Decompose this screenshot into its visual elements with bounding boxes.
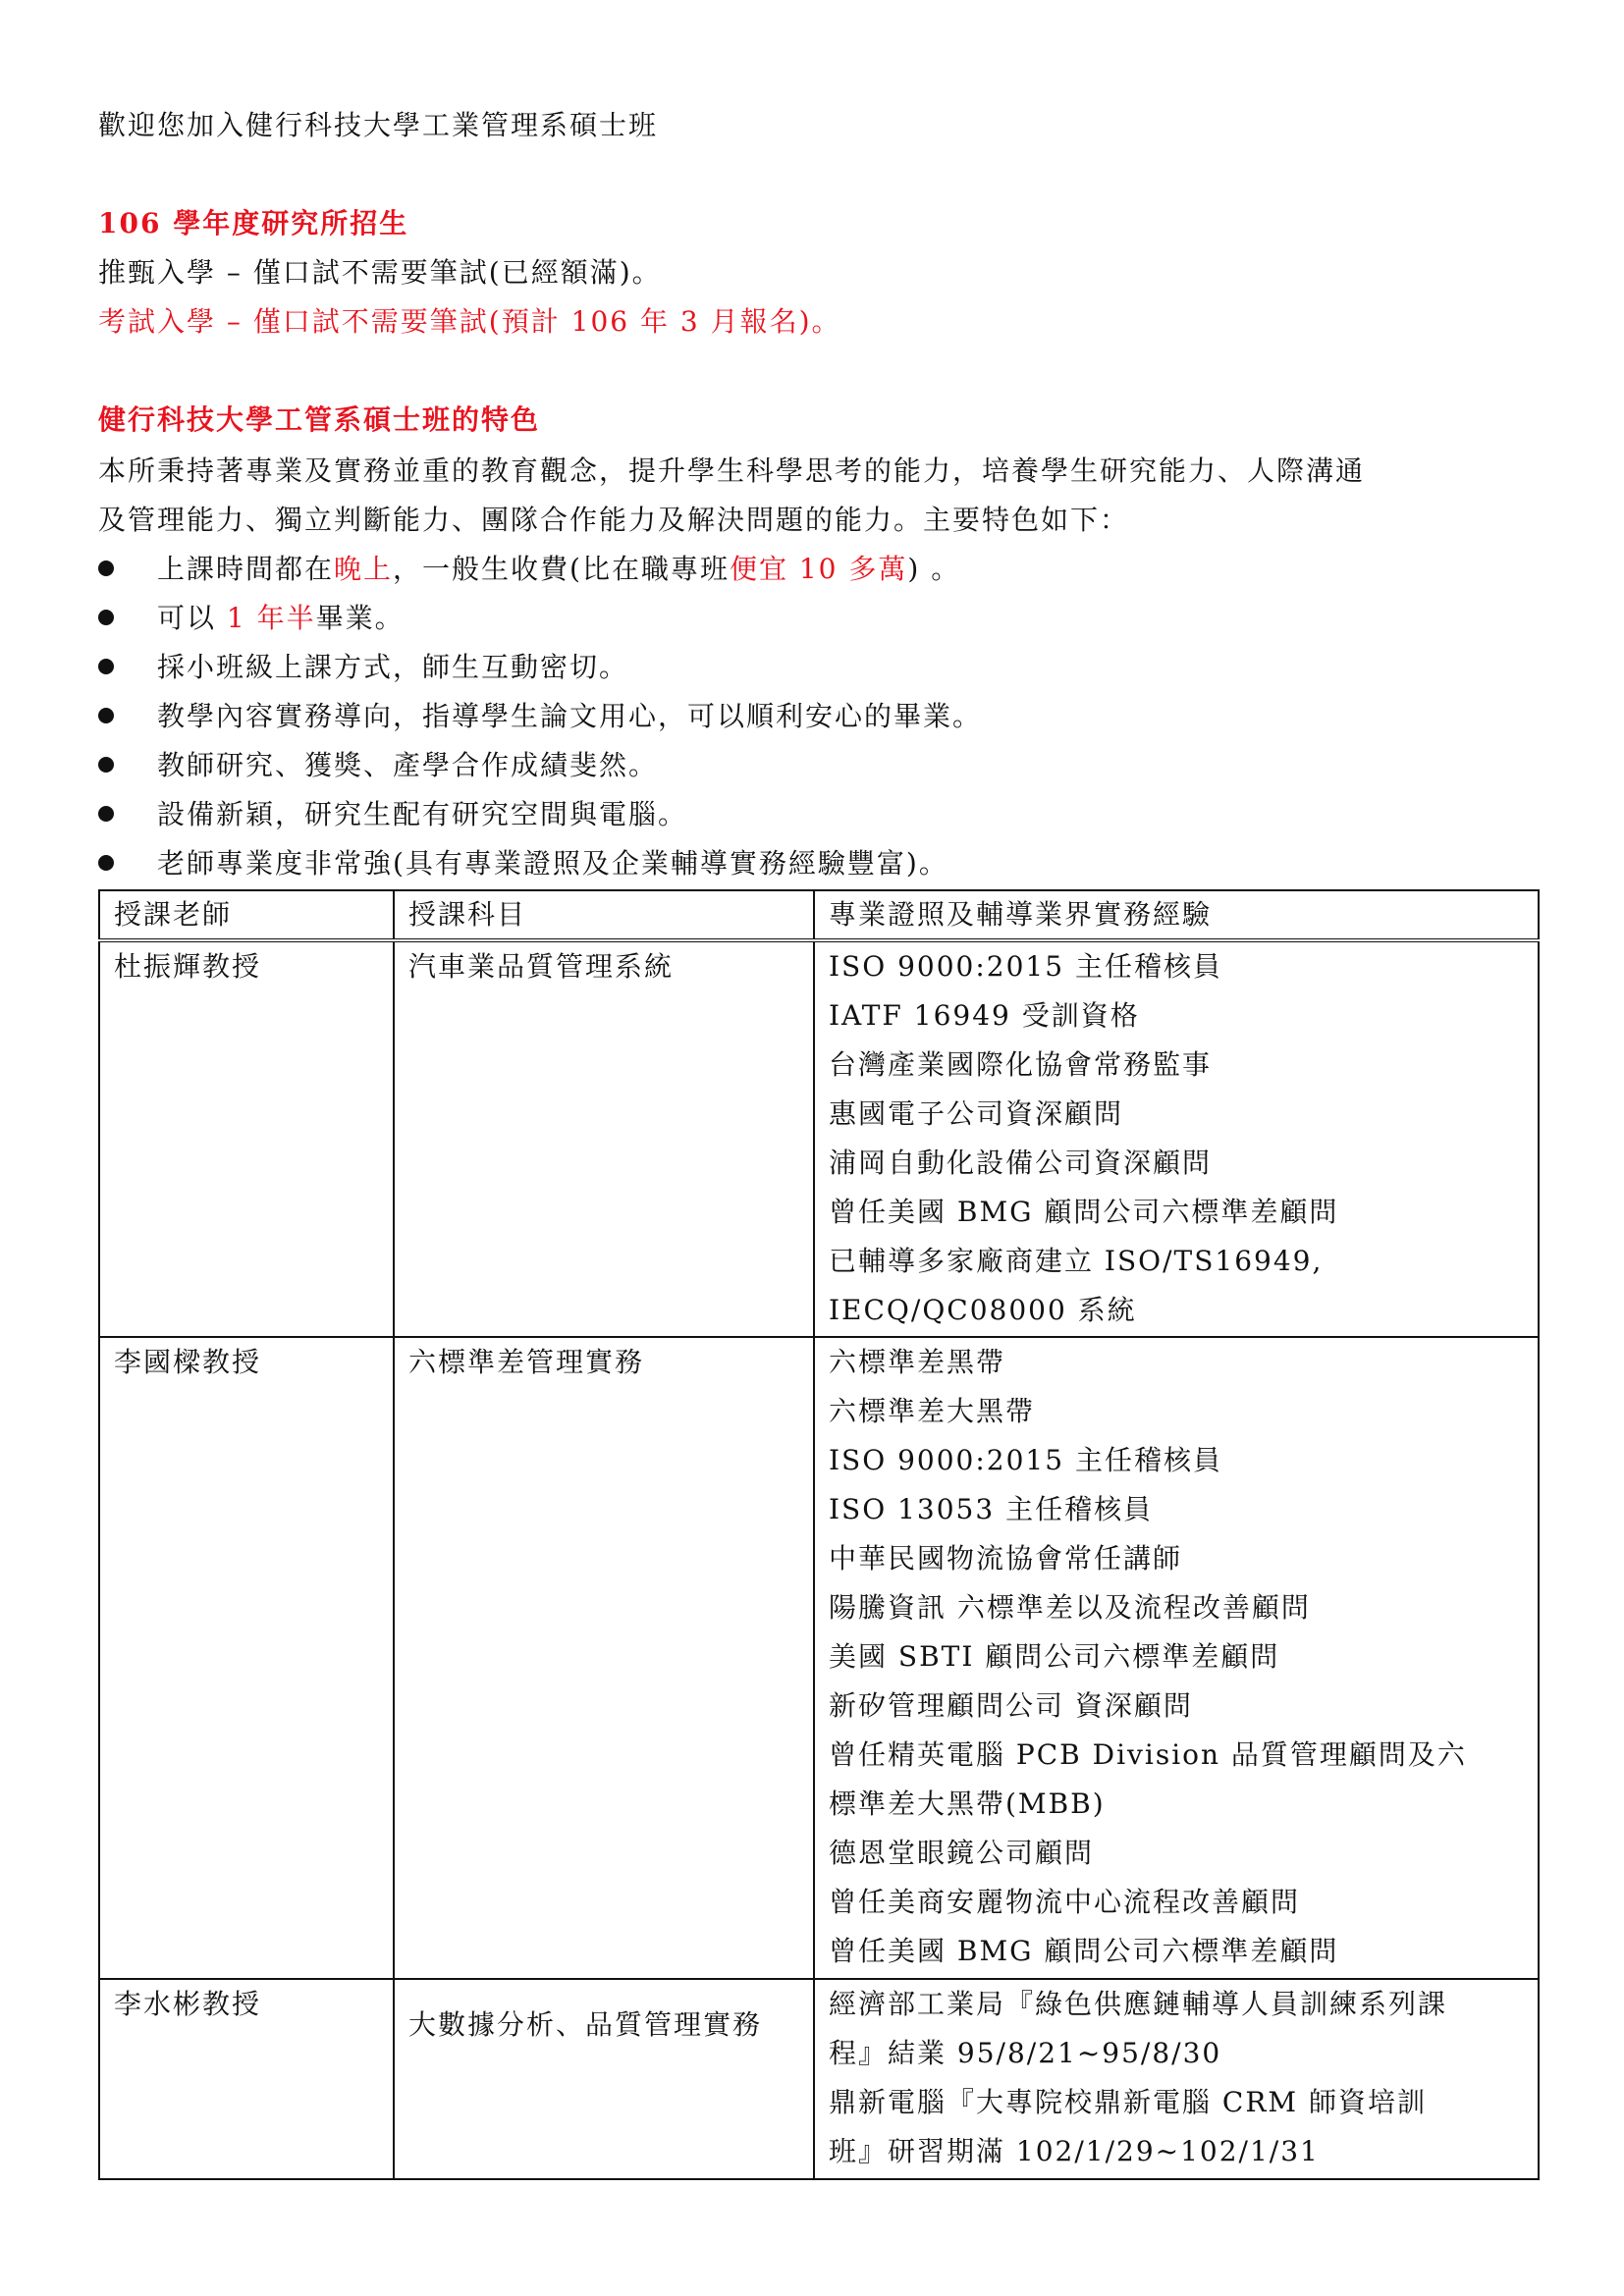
table-row: [99, 940, 1539, 1337]
experience-item: 德恩堂眼鏡公司顧問: [829, 1837, 1095, 1869]
experience-item: 程』結業 95/8/21~95/8/30: [829, 2037, 1222, 2069]
intro-line: 歡迎您加入健行科技大學工業管理系碩士班: [98, 109, 659, 141]
bullet-dot-icon: [98, 855, 114, 871]
admission-heading: 106 學年度研究所招生: [98, 207, 409, 240]
experience-item: 曾任美商安麗物流中心流程改善顧問: [829, 1886, 1301, 1918]
feature-6-text: 設備新穎，研究生配有研究空間與電腦。: [157, 798, 688, 830]
feature-bullet-3: [98, 644, 628, 691]
feature-3-text: 採小班級上課方式，師生互動密切。: [157, 651, 629, 683]
feature-bullet-5: [98, 742, 658, 789]
experience-item: 曾任美國 BMG 顧問公司六標準差顧問: [829, 1196, 1339, 1228]
experience-item: ISO 13053 主任稽核員: [829, 1493, 1154, 1525]
course-subject: 大數據分析、品質管理實務: [408, 2008, 763, 2041]
feature-1-e: ) 。: [907, 553, 961, 585]
header-experience: 專業證照及輔導業界實務經驗: [814, 890, 1539, 940]
bullet-dot-icon: [98, 708, 114, 723]
feature-7-text: 老師專業度非常強(具有專業證照及企業輔導實務經驗豐富)。: [157, 847, 948, 880]
table-row: [99, 1337, 1539, 1979]
experience-item: 台灣產業國際化協會常務監事: [829, 1048, 1213, 1081]
table-row: [99, 1979, 1539, 2179]
experience-item: 六標準差大黑帶: [829, 1395, 1036, 1427]
experience-item: 浦岡自動化設備公司資深顧問: [829, 1147, 1213, 1179]
experience-item: 曾任美國 BMG 顧問公司六標準差顧問: [829, 1935, 1339, 1967]
course-subject: 六標準差管理實務: [408, 1346, 645, 1378]
feature-bullet-2: [98, 595, 405, 642]
experience-list: [814, 940, 1539, 1337]
experience-item: 已輔導多家廠商建立 ISO/TS16949,: [829, 1245, 1324, 1277]
features-paragraph-line1: 本所秉持著專業及實務並重的教育觀念，提升學生科學思考的能力，培養學生研究能力、人際溝通: [98, 454, 1366, 487]
experience-list: [814, 1979, 1539, 2179]
experience-item: 惠國電子公司資深顧問: [829, 1097, 1124, 1130]
feature-2-a: 可以: [157, 602, 227, 634]
faculty-table: [98, 889, 1540, 2180]
experience-item: ISO 9000:2015 主任稽核員: [829, 1444, 1222, 1476]
admission-recommend: 推甄入學 – 僅口試不需要筆試(已經額滿)。: [98, 256, 662, 289]
course-subject: 汽車業品質管理系統: [408, 950, 675, 983]
experience-list: [814, 1337, 1539, 1979]
feature-2-duration: 1 年半: [226, 602, 316, 634]
feature-5-text: 教師研究、獲獎、產學合作成績斐然。: [157, 749, 659, 781]
table-header-row: [99, 890, 1539, 940]
experience-item: 六標準差黑帶: [829, 1346, 1006, 1378]
experience-item: 經濟部工業局『綠色供應鏈輔導人員訓練系列課: [829, 1988, 1448, 2020]
bullet-dot-icon: [98, 610, 114, 625]
bullet-dot-icon: [98, 561, 114, 576]
bullet-dot-icon: [98, 806, 114, 822]
header-subject: 授課科目: [394, 890, 814, 940]
feature-1-evening: 晚上: [334, 553, 394, 585]
teacher-name: 李水彬教授: [114, 1988, 262, 2020]
experience-item: IECQ/QC08000 系統: [829, 1294, 1137, 1326]
experience-item: 鼎新電腦『大專院校鼎新電腦 CRM 師資培訓: [829, 2086, 1427, 2118]
experience-item: 美國 SBTI 顧問公司六標準差顧問: [829, 1640, 1280, 1673]
experience-item: 新矽管理顧問公司 資深顧問: [829, 1689, 1193, 1722]
bullet-dot-icon: [98, 757, 114, 773]
experience-item: 標準差大黑帶(MBB): [829, 1788, 1106, 1820]
experience-item: 班』研習期滿 102/1/29~102/1/31: [829, 2135, 1320, 2167]
teacher-name: 杜振輝教授: [114, 950, 262, 983]
admission-exam: 考試入學 – 僅口試不需要筆試(預計 106 年 3 月報名)。: [98, 305, 841, 338]
feature-bullet-6: [98, 791, 687, 838]
experience-item: ISO 9000:2015 主任稽核員: [829, 950, 1222, 983]
feature-4-text: 教學內容實務導向，指導學生論文用心，可以順利安心的畢業。: [157, 700, 983, 732]
features-heading: 健行科技大學工管系碩士班的特色: [98, 403, 541, 436]
features-paragraph-line2: 及管理能力、獨立判斷能力、團隊合作能力及解決問題的能力。主要特色如下：: [98, 504, 1130, 536]
feature-1-a: 上課時間都在: [157, 553, 335, 585]
teacher-name: 李國樑教授: [114, 1346, 262, 1378]
feature-bullet-7: [98, 840, 948, 887]
bullet-dot-icon: [98, 659, 114, 674]
feature-2-c: 畢業。: [315, 602, 405, 634]
feature-bullet-1: [98, 546, 960, 593]
feature-1-cheaper: 便宜 10 多萬: [729, 553, 908, 585]
header-teacher: 授課老師: [99, 890, 394, 940]
feature-bullet-4: [98, 693, 982, 740]
experience-item: IATF 16949 受訓資格: [829, 999, 1140, 1032]
experience-item: 陽騰資訊 六標準差以及流程改善顧問: [829, 1591, 1311, 1624]
experience-item: 曾任精英電腦 PCB Division 品質管理顧問及六: [829, 1738, 1467, 1771]
feature-1-c: ，一般生收費(比在職專班: [393, 553, 730, 585]
experience-item: 中華民國物流協會常任講師: [829, 1542, 1183, 1575]
